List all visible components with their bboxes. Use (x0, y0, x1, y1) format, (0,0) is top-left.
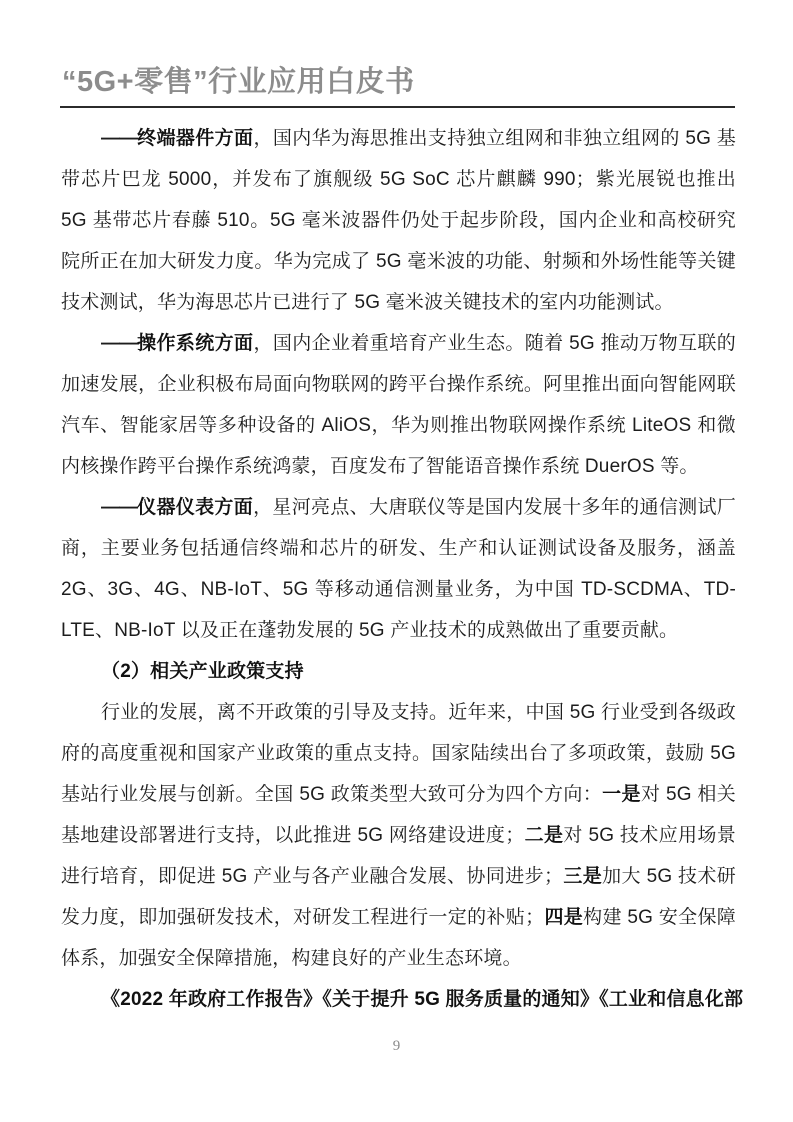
document-body (61, 118, 744, 1020)
paragraph-text-segment-3: 对 5G 技术应用场景进行培育，即促进 5G 产业与各产业融合发展、协同进步； (61, 825, 736, 887)
paragraph-text-segment-5: 构建 5G 安全保障体系，加强安全保障措施，构建良好的产业生态环境。 (61, 907, 736, 969)
section-heading-2: （2）相关产业政策支持 (101, 661, 304, 682)
paragraph-text-segment-2: 对 5G 相关基地建设部署进行支持，以此推进 5G 网络建设进度； (61, 784, 736, 846)
policy-point-three-label: 三是 (563, 866, 603, 887)
paragraph-operating-systems (61, 323, 736, 487)
paragraph-text-segment-1: 行业的发展，离不开政策的引导及支持。近年来，中国 5G 行业受到各级政府的高度重视和国家产业政策的重点支持。国家陆续出台了多项政策，鼓励 5G 基站行业发展与创新。全国 5G 政策类型大致可分为四个方向： (61, 702, 736, 805)
paragraph-lead-bold: 操作系统方面 (137, 333, 254, 354)
paragraph-text-segment-4: 加大 5G 技术研发力度，即加强研发技术，对研发工程进行一定的补贴； (61, 866, 736, 928)
page-title: “5G+零售”行业应用白皮书 (62, 66, 415, 98)
paragraph-instruments (61, 487, 736, 651)
paragraph-lead-bold: 终端器件方面 (137, 128, 254, 149)
paragraph-text: ，星河亮点、大唐联仪等是国内发展十多年的通信测试厂商，主要业务包括通信终端和芯片的研发、生产和认证测试设备及服务，涵盖 2G、3G、4G、NB-IoT、5G 等移动通信测量业务，为中国 TD-SCDMA、TD-LTE、NB-IoT 以及正在蓬勃发展的 5G 产业技术的成熟做出了重要贡献。 (61, 497, 736, 641)
policy-point-one-label: 一是 (602, 784, 641, 805)
paragraph-lead-bold: 仪器仪表方面 (137, 497, 254, 518)
policy-point-two-label: 二是 (524, 825, 564, 846)
paragraph-policy-documents: 《2022 年政府工作报告》《关于提升 5G 服务质量的通知》《工业和信息化部 (101, 989, 744, 1010)
paragraph-text: ，国内企业着重培育产业生态。随着 5G 推动万物互联的加速发展，企业积极布局面向物联网的跨平台操作系统。阿里推出面向智能网联汽车、智能家居等多种设备的 AliOS，华为则推出物联网操作系统 LiteOS 和微内核操作跨平台操作系统鸿蒙，百度发布了智能语音操作系统 DuerOS 等。 (61, 333, 737, 477)
em-dash-lead: —— (101, 333, 137, 354)
em-dash-lead: —— (101, 128, 137, 149)
policy-point-four-label: 四是 (544, 907, 584, 928)
title-divider (60, 106, 735, 108)
em-dash-lead: —— (101, 497, 137, 518)
paragraph-terminal-devices (61, 118, 736, 323)
page-number: 9 (392, 1038, 401, 1054)
paragraph-policy-support (61, 692, 736, 979)
paragraph-text: ，国内华为海思推出支持独立组网和非独立组网的 5G 基带芯片巴龙 5000，并发布了旗舰级 5G SoC 芯片麒麟 990；紫光展锐也推出 5G 基带芯片春藤 510。5G 毫米波器件仍处于起步阶段，国内企业和高校研究院所正在加大研发力度。华为完成了 5G 毫米波的功能、射频和外场性能等关键技术测试，华为海思芯片已进行了 5G 毫米波关键技术的室内功能测试。 (61, 128, 737, 313)
